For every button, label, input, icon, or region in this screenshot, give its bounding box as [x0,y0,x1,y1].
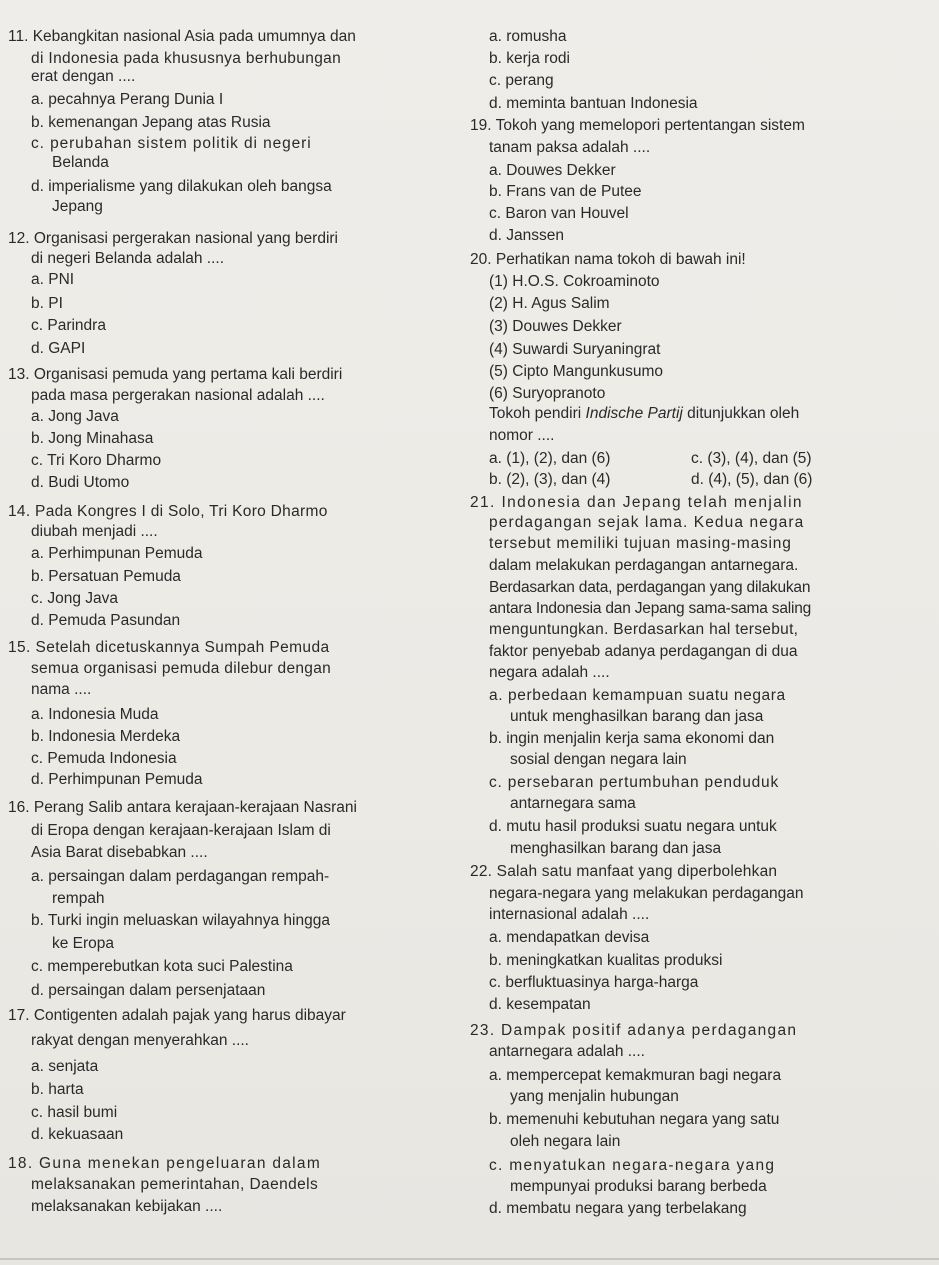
question-23-option-b: oleh negara lain [510,1133,621,1150]
question-23-stem: 23. Dampak positif adanya perdagangan [470,1022,798,1039]
question-20-option-a: a. (1), (2), dan (6) [489,450,611,467]
question-17-option-a: a. senjata [31,1058,99,1075]
question-21-stem: tersebut memiliki tujuan masing-masing [489,535,792,552]
question-17-stem: 17. Contigenten adalah pajak yang harus dibayar [8,1007,346,1024]
question-11-stem: erat dengan .... [31,68,136,85]
question-12-stem: 12. Organisasi pergerakan nasional yang berdiri [8,230,339,247]
question-18-option-d: d. meminta bantuan Indonesia [489,95,698,112]
question-18-stem: melaksanakan pemerintahan, Daendels [31,1176,319,1193]
question-22-stem: 22. Salah satu manfaat yang diperbolehkan [470,863,778,880]
question-16-stem: 16. Perang Salib antara kerajaan-kerajaan Nasrani [8,799,357,816]
question-21-stem: dalam melakukan perdagangan antarnegara. [489,557,799,574]
question-20-name-3: (3) Douwes Dekker [489,318,622,335]
question-15-option-b: b. Indonesia Merdeka [31,728,181,745]
question-21-option-d: menghasilkan barang dan jasa [510,840,722,857]
question-20-prompt: nomor .... [489,427,555,444]
question-16-option-d: d. persaingan dalam persenjataan [31,982,266,999]
question-21-stem: 21. Indonesia dan Jepang telah menjalin [470,494,803,511]
question-16-option-c: c. memperebutkan kota suci Palestina [31,958,293,975]
question-19-option-d: d. Janssen [489,227,564,244]
question-20-option-c: c. (3), (4), dan (5) [691,450,812,467]
question-11-option-b: b. kemenangan Jepang atas Rusia [31,114,271,131]
question-13-stem: 13. Organisasi pemuda yang pertama kali berdiri [8,366,343,383]
question-21-option-a: untuk menghasilkan barang dan jasa [510,708,764,725]
question-22-option-a: a. mendapatkan devisa [489,929,650,946]
question-22-stem: negara-negara yang melakukan perdagangan [489,885,804,902]
question-20-option-b: b. (2), (3), dan (4) [489,471,611,488]
question-20-name-2: (2) H. Agus Salim [489,295,610,312]
question-11-stem: di Indonesia pada khususnya berhubungan [31,50,342,67]
question-21-option-a: a. perbedaan kemampuan suatu negara [489,687,786,704]
question-16-stem: Asia Barat disebabkan .... [31,844,208,861]
page-bottom-edge [0,1258,939,1260]
question-17-option-c: c. hasil bumi [31,1104,118,1121]
question-12-option-c: c. Parindra [31,317,106,334]
question-19-stem: tanam paksa adalah .... [489,139,651,156]
question-21-stem: antara Indonesia dan Jepang sama-sama saling [489,600,812,617]
question-21-stem: faktor penyebab adanya perdagangan di dua [489,643,798,660]
question-12-option-b: b. PI [31,295,63,312]
question-16-option-b: b. Turki ingin meluaskan wilayahnya hingga [31,912,330,929]
question-15-option-d: d. Perhimpunan Pemuda [31,771,203,788]
question-16-option-a: a. persaingan dalam perdagangan rempah- [31,868,330,885]
question-16-option-a: rempah [52,890,105,907]
question-13-option-c: c. Tri Koro Dharmo [31,452,162,469]
question-14-option-b: b. Persatuan Pemuda [31,568,181,585]
question-15-option-a: a. Indonesia Muda [31,706,159,723]
question-14-option-c: c. Jong Java [31,590,119,607]
question-18-option-b: b. kerja rodi [489,50,570,67]
question-20-stem: 20. Perhatikan nama tokoh di bawah ini! [470,251,746,268]
question-22-option-d: d. kesempatan [489,996,591,1013]
question-20-name-4: (4) Suwardi Suryaningrat [489,341,661,358]
question-17-stem: rakyat dengan menyerahkan .... [31,1032,249,1049]
question-11-option-c: c. perubahan sistem politik di negeri [31,135,312,152]
question-21-option-c: c. persebaran pertumbuhan penduduk [489,774,780,791]
question-11-option-d: d. imperialisme yang dilakukan oleh bangsa [31,178,332,195]
question-23-option-c: c. menyatukan negara-negara yang [489,1157,776,1174]
question-21-stem: menguntungkan. Berdasarkan hal tersebut, [489,621,799,638]
question-23-option-c: mempunyai produksi barang berbeda [510,1178,767,1195]
question-15-stem: semua organisasi pemuda dilebur dengan [31,660,332,677]
question-13-option-b: b. Jong Minahasa [31,430,154,447]
question-20-name-5: (5) Cipto Mangunkusumo [489,363,664,380]
question-19-option-b: b. Frans van de Putee [489,183,642,200]
question-23-option-b: b. memenuhi kebutuhan negara yang satu [489,1111,780,1128]
question-21-option-b: b. ingin menjalin kerja sama ekonomi dan [489,730,775,747]
question-16-option-b: ke Eropa [52,935,115,952]
question-15-option-c: c. Pemuda Indonesia [31,750,177,767]
question-11-stem: 11. Kebangkitan nasional Asia pada umumnya dan [8,28,356,45]
question-18-stem: melaksanakan kebijakan .... [31,1198,223,1215]
question-14-stem: 14. Pada Kongres I di Solo, Tri Koro Dharmo [8,503,328,520]
question-19-option-a: a. Douwes Dekker [489,162,616,179]
question-14-option-a: a. Perhimpunan Pemuda [31,545,203,562]
question-11-option-d: Jepang [52,198,103,215]
question-20-prompt: Tokoh pendiri Indische Partij ditunjukkan oleh [489,405,800,422]
question-18-option-a: a. romusha [489,28,567,45]
question-21-option-d: d. mutu hasil produksi suatu negara untuk [489,818,777,835]
question-13-option-d: d. Budi Utomo [31,474,130,491]
question-21-stem: perdagangan sejak lama. Kedua negara [489,514,805,531]
question-18-stem: 18. Guna menekan pengeluaran dalam [8,1155,322,1172]
question-21-stem: Berdasarkan data, perdagangan yang dilakukan [489,579,811,596]
question-13-option-a: a. Jong Java [31,408,119,425]
question-23-option-a: yang menjalin hubungan [510,1088,679,1105]
question-22-option-b: b. meningkatkan kualitas produksi [489,952,723,969]
question-13-stem: pada masa pergerakan nasional adalah .... [31,387,325,404]
question-23-option-d: d. membatu negara yang terbelakang [489,1200,747,1217]
question-12-option-d: d. GAPI [31,340,86,357]
question-18-option-c: c. perang [489,72,554,89]
question-17-option-d: d. kekuasaan [31,1126,124,1143]
question-14-stem: diubah menjadi .... [31,523,158,540]
question-20-name-1: (1) H.O.S. Cokroaminoto [489,273,660,290]
question-14-option-d: d. Pemuda Pasundan [31,612,181,629]
question-15-stem: nama .... [31,681,92,698]
question-16-stem: di Eropa dengan kerajaan-kerajaan Islam di [31,822,331,839]
question-21-option-c: antarnegara sama [510,795,636,812]
question-11-option-c: Belanda [52,154,109,171]
question-19-stem: 19. Tokoh yang memelopori pertentangan sistem [470,117,805,134]
question-15-stem: 15. Setelah dicetuskannya Sumpah Pemuda [8,639,330,656]
question-12-option-a: a. PNI [31,271,75,288]
question-20-name-6: (6) Suryopranoto [489,385,606,402]
question-22-option-c: c. berfluktuasinya harga-harga [489,974,699,991]
question-11-option-a: a. pecahnya Perang Dunia I [31,91,224,108]
question-23-option-a: a. mempercepat kemakmuran bagi negara [489,1067,782,1084]
question-22-stem: internasional adalah .... [489,906,650,923]
question-19-option-c: c. Baron van Houvel [489,205,629,222]
question-23-stem: antarnegara adalah .... [489,1043,645,1060]
question-21-stem: negara adalah .... [489,664,610,681]
question-21-option-b: sosial dengan negara lain [510,751,687,768]
question-17-option-b: b. harta [31,1081,84,1098]
question-20-option-d: d. (4), (5), dan (6) [691,471,813,488]
question-12-stem: di negeri Belanda adalah .... [31,250,225,267]
